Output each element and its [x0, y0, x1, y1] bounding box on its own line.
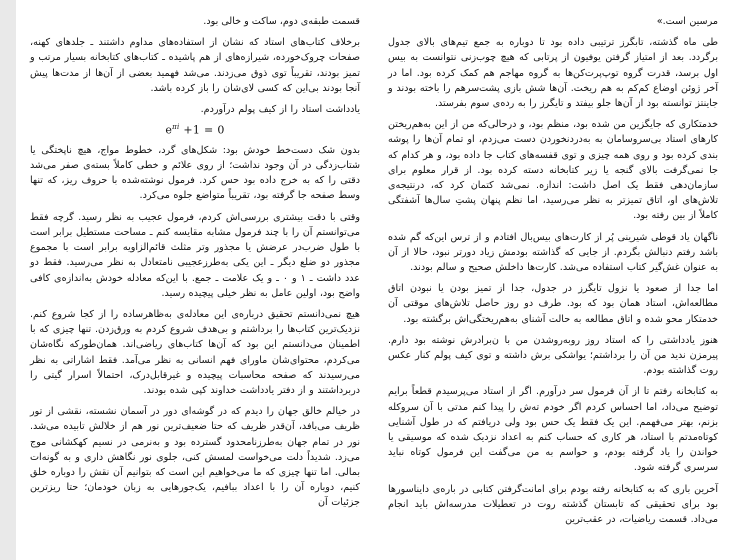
paragraph: برخلاف کتاب‌های استاد که نشان از استفاده‌های مداوم داشتند ـ جلدهای کهنه، صفحات چروک‌خورده، شیرازه‌های از هم پاشیده ـ کتاب‌های کتابخانه بسیار مرتب و تمیز بودند، تقریباً توی ذوق می‌زدند. می‌شد فهمید بعضی از آن‌ها از مدت‌ها پیش آنجا بودند بی‌این که کسی لای‌شان را باز کرده باشد. [30, 37, 360, 94]
left-page [374, 0, 732, 560]
paragraph: در خیالم خالق جهان را دیدم که در گوشه‌ای دور در آسمان نشسته، نقشی از تور ظریف می‌بافد، آن‌قدر ظریف که حتا ضعیف‌ترین نور هم از خلالش تابیده می‌شد. نور در تمام جهان به‌طرزنامحدود گسترده بود و به‌نرمی در نسیم کهکشانی موج می‌زد. شدیداً دلت می‌خواست لمسش کنی، جلوی نور نگاهش داری و به گونه‌ات بمالی. اما تنها چیزی که ما می‌خواهیم این است که بتوانیم آن نقش را دوباره خلق کنیم، دوباره آن را با اعداد ببافیم، یک‌جورهایی به زبان خودمان؛ حتا ریزترین جزئیات آن [30, 406, 360, 509]
paragraph: خدمتکاری که جایگزین من شده بود، منظم بود، و درحالی‌که من از این به‌هم‌ریختن کارهای استاد بی‌سروسامان به به‌دردنخوردن دست می‌زدم، او تمام آن‌ها را پوشه بندی کرده بود و روی همه چیزی و توی قفسه‌های کتاب جا داده بود، و هر کدام که جا نمی‌گرفت بالای گنجه یا زیر کتابخانه دسته کرده بود. از قرار معلوم برای سازمان‌دهی فقط یک اصل داشت: اندازه. نمی‌شد کتمان کرد که، درنتیجه‌ی تلاش‌های او، اتاق تمیزتر به نظر می‌رسید، اما نظم پنهان پشتِ سال‌ها آشفتگی کاملاً از بین رفته بود. [388, 119, 718, 222]
paragraph: آخرین باری که به کتابخانه رفته بودم برای امانت‌گرفتن کتابی در باره‌ی دایناسورها بود برای تحقیقی که تابستان گذشته روت در تعطیلات مدرسه‌اش باید انجام می‌داد. قسمت ریاضیات، در عقب‌ترین [388, 483, 718, 526]
paragraph: ناگهان یاد قوطی شیرینی پُر از کارت‌های بیس‌بال افتادم و از ترس این‌که گم شده باشد رفتم دنبالش بگردم. از جایی که گذاشته بودمش زیاد دورتر نبود، حالا از آن به عنوان غش‌گیر کتاب استفاده می‌شد. کارت‌ها داخلش صحیح و سالم بودند. [388, 231, 718, 274]
paragraph: اما جدا از صعود یا نزول تایگرز در جدول، جدا از تمیز بودن یا نبودن اتاق مطالعه‌اش، استاد همان بود که بود. طرف دو روز حاصل تلاش‌های موقتی آن خدمتکار محو شده و اتاق مطالعه به حالت آشنای به‌هم‌ریختگی‌اش برگشته بود. [388, 283, 718, 325]
paragraph: وقتی با دقت بیشتری بررسی‌اش کردم، فرمول عجیب به نظر رسید. گرچه فقط می‌توانستم آن را با چند فرمول مشابه مقایسه کنم ـ مساحت مستطیل برابر است با طول ضرب‌در عرضش یا مجذور وتر مثلث قائم‌الزاویه برابر است با مجموع مجذور دو ضلع دیگر ـ این یکی به‌طرزعجیبی نامتعادل به نظر می‌رسید. فقط دو عدد داشت ـ ۱ و ۰ ـ و یک علامت ـ جمع. با این‌که معادله خودش به‌اندازه‌ی کافی واضح بود، اولین عامل به نظر خیلی پیچیده رسید. [30, 211, 361, 299]
left-page-text [388, 14, 718, 527]
page-opening-line: قسمت طبقه‌ی دوم، ساکت و خالی بود. [203, 16, 360, 27]
formula-base: e [165, 123, 173, 137]
paragraph: مرسین است.» [656, 16, 718, 27]
paragraph: هیچ نمی‌دانستم تحقیق درباره‌ی این معادله‌ی به‌ظاهرساده را از کجا شروع کنم. نزدیک‌ترین کتاب‌ها را برداشتم و بی‌هدف شروع کردم به ورق‌زدن. تنها چیزی که با اطمینان می‌دانستم این بود که آن‌ها کتاب‌های ریاضی‌اند. همان‌طورکه نگاه‌شان می‌کردم، محتوای‌شان ماورای فهم انسانی به نظر می‌آمد. فقط اشاراتی به نظر می‌رسیدند که صفحه محاسبات پیچیده و غیرقابل‌درک، احتمالاً اسرار گیتی را دربرداشتند و از دفتر یادداشت خداوند کپی شده بودند. [30, 308, 360, 396]
paragraph: یادداشت استاد را از کیف پولم درآوردم. [200, 104, 360, 116]
paragraph: طی ماه گذشته، تابگرز ترتیبی داده بود تا دوباره به جمع تیم‌های بالای جدول برگردد. بعد از امتیاز گرفتن یوفیون از پرتابی که هیچ چوب‌زنی نتوانست به بیس اول برسد، قدرت گروه توپ‌پرت‌کن‌ها به گروه مهاجم هم کمک کرده بود. اما در آخر ژوئن اوضاع کم‌کم به هم ریخت. آن‌ها شش بازی پشت‌سرهم را باخته بودند و جاینتز توانسته بود از آن‌ها جلو بیفتد و تایگرز را به رده‌ی سوم بفرستد. [388, 37, 718, 110]
euler-formula [30, 123, 360, 137]
formula-rest: +1 = 0 [179, 123, 225, 137]
paragraph: بدون شک دست‌خط خودش بود: شکل‌های گرد، خطوط مواج، هیچ ناپختگی یا شتاب‌زدگی در آن وجود نداشت؛ از روی علائم و خطی کاملاً بسته‌ی صفر می‌شد دقتی را که به خرج داده بود حس کرد. فرمول نوشته‌شده با حروف ریز، که تنها وسط صفحه جا گرفته بود، تقریباً متواضع جلوه می‌کرد. [30, 144, 360, 202]
right-page [16, 0, 374, 560]
formula-exponent: πi [172, 123, 180, 132]
paragraph: به کتابخانه رفتم تا از آن فرمول سر درآورم. اگر از استاد می‌پرسیدم قطعاً برایم توضیح می‌داد، اما احساس کردم اگر خودم ته‌ش را پیدا کنم مدتی با آن سروکله بزنم، بهتر می‌فهمم. این یک فقط یک حس بود ولی دریافتم که در طول آشنایی کوتاه‌مدتم با استاد، هر کاری که حساب کنم به اعداد نزدیک شده که موسیقی یا خواندن را یاد گرفته بودم، و حواسم به من می‌گفت این فرمول کوتاه نباید سرسری گرفته شود. [388, 386, 718, 474]
paragraph: هنوز یادداشتی را که استاد روز روبه‌روشدن من با ن‌برادرش نوشته بود دارم. پیرمزن ندید من آن را برداشتم؛ یواشکی برش داشته و توی کیف پولم کنار عکس روت گذاشته بودم. [388, 334, 718, 377]
